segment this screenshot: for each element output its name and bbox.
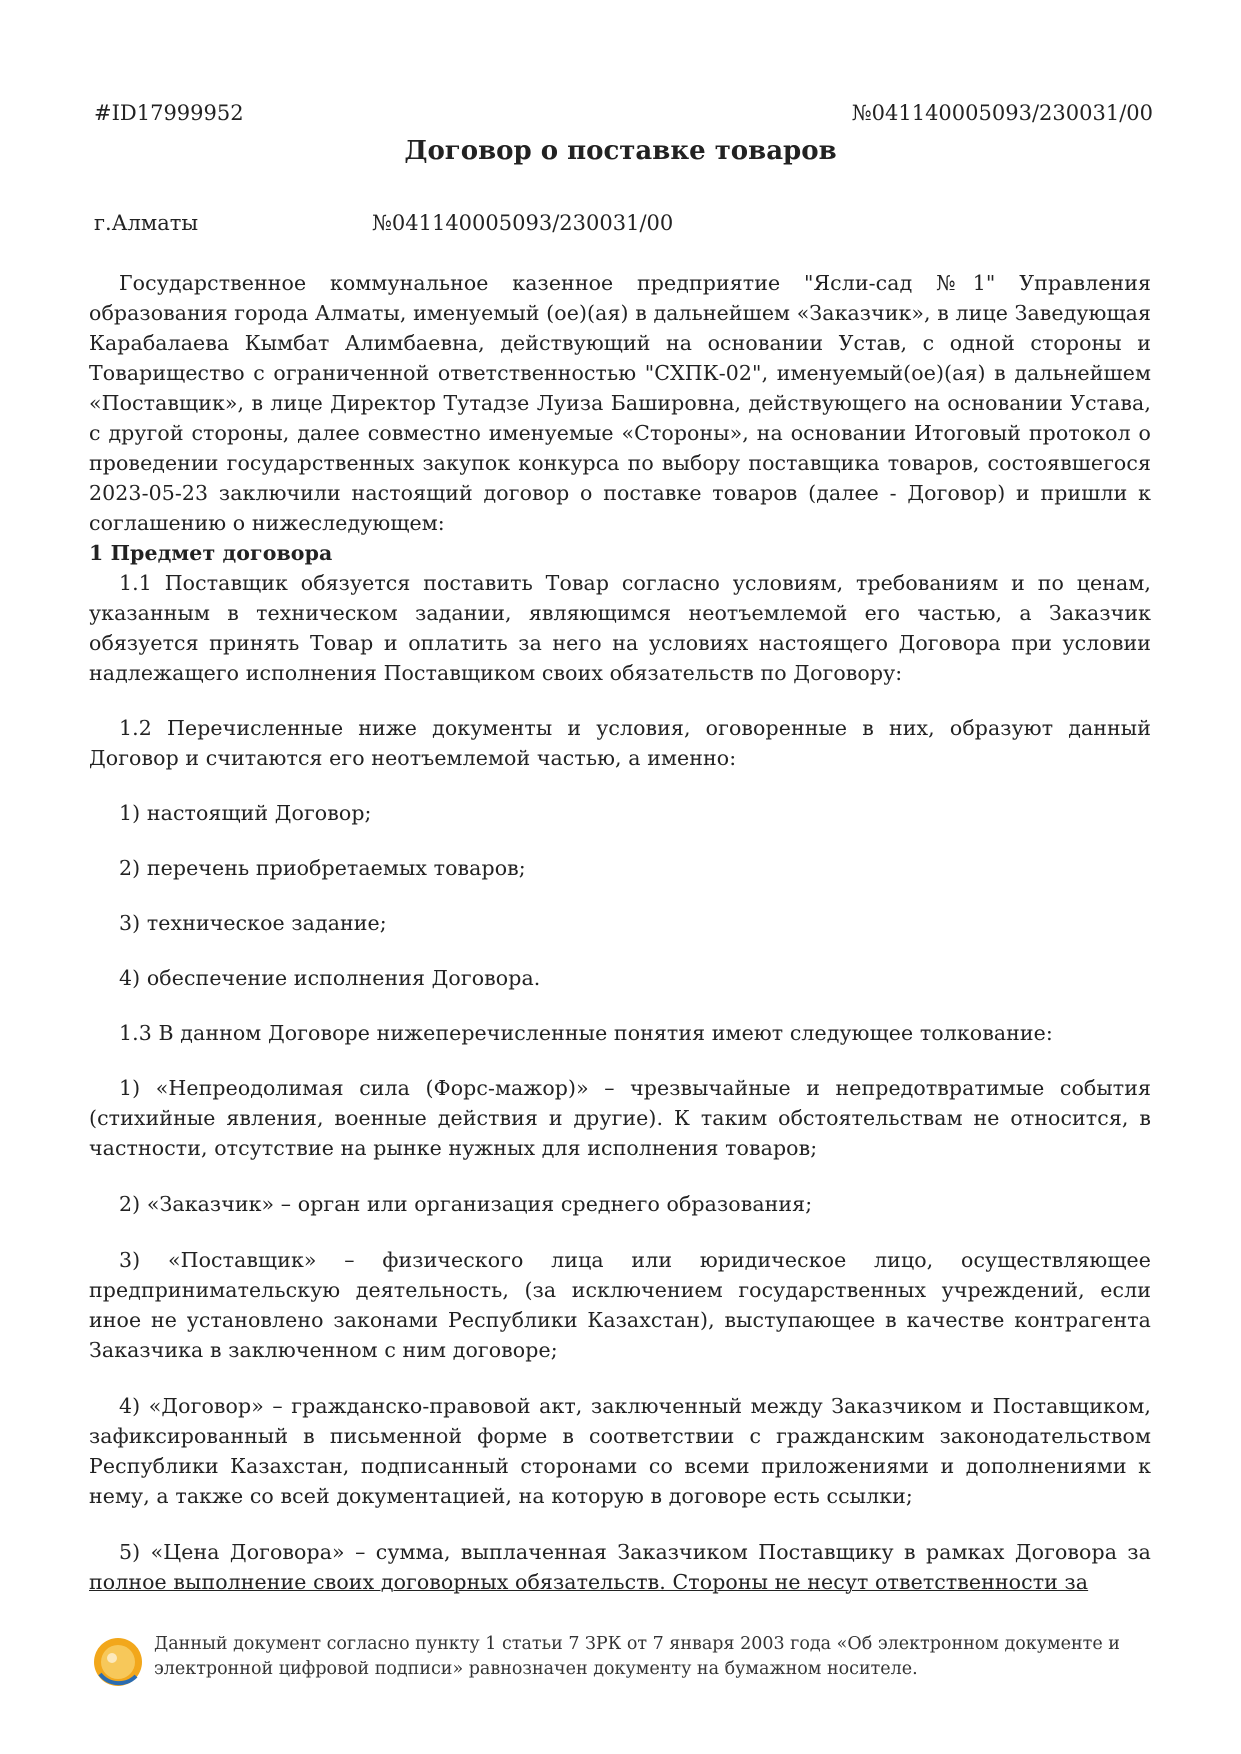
contract-number-header: №041140005093/230031/00 — [851, 101, 1153, 125]
list-item: 2) перечень приобретаемых товаров; — [119, 856, 526, 880]
contract-city: г.Алматы — [94, 211, 199, 235]
definition-5-underlined: полное выполнение своих договорных обязательств. Стороны не несут ответственности за — [89, 1570, 1089, 1594]
clause-1-1: 1.1 Поставщик обязуется поставить Товар согласно условиям, требованиям и по ценам, указанным в техническом задании, являющимся неотъемлемой его частью, а Заказчик обязуется принять Товар и оплатить за него на условиях настоящего Договора при условии надлежащего исполнения Поставщиком своих обязательств по Договору: — [89, 571, 1151, 685]
section-heading: 1 Предмет договора — [89, 541, 333, 565]
list-item: 4) обеспечение исполнения Договора. — [119, 966, 541, 990]
clause-1-2: 1.2 Перечисленные ниже документы и условия, оговоренные в них, образуют данный Договор и считаются его неотъемлемой частью, а именно: — [89, 716, 1151, 770]
list-item: 1) настоящий Договор; — [119, 801, 372, 825]
footer-disclaimer — [92, 1632, 1152, 1692]
definition-5-text: 5) «Цена Договора» – сумма, выплаченная Заказчиком Поставщику в рамках Договора за — [119, 1540, 1151, 1564]
clause-1-3: 1.3 В данном Договоре нижеперечисленные понятия имеют следующее толкование: — [119, 1021, 1053, 1045]
list-item: 3) техническое задание; — [119, 911, 387, 935]
preamble-paragraph: Государственное коммунальное казенное предприятие "Ясли-сад №1" Управления образования города Алматы, именуемый (ое)(ая) в дальнейшем «Заказчик», в лице Заведующая Карабалаева Кымбат Алимбаевна, действующий на основании Устав, с одной стороны и Товарищество с ограниченной ответственностью "СХПК-02", именуемый(ое)(ая) в дальнейшем «Поставщик», в лице Директор Тутадзе Луиза Башировна, действующего на основании Устава, с другой стороны, далее совместно именуемые «Стороны», на основании Итоговый протокол о проведении государственных закупок конкурса по выбору поставщика товаров, состоявшегося 2023-05-23 заключили настоящий договор о поставке товаров (далее - Договор) и пришли к соглашению о нижеследующем: — [89, 271, 1151, 535]
document-body — [89, 268, 1151, 1597]
definition-item: 1) «Непреодолимая сила (Форс-мажор)» – чрезвычайные и непредотвратимые события (стихийные явления, военные действия и другие). К таким обстоятельствам не относится, в частности, отсутствие на рынке нужных для исполнения товаров; — [89, 1076, 1151, 1160]
egov-seal-icon — [92, 1636, 144, 1688]
definition-item-5 — [89, 1537, 1151, 1597]
document-title: Договор о поставке товаров — [404, 136, 837, 166]
footer-text: Данный документ согласно пункту 1 статьи 7 ЗРК от 7 января 2003 года «Об электронном документе и электронной цифровой подписи» равнозначен документу на бумажном носителе. — [154, 1634, 1120, 1679]
definition-item: 4) «Договор» – гражданско-правовой акт, заключенный между Заказчиком и Поставщиком, зафиксированный в письменной форме в соответствии с гражданским законодательством Республики Казахстан, подписанный сторонами со всеми приложениями и дополнениями к нему, а также со всей документацией, на которую в договоре есть ссылки; — [89, 1394, 1151, 1508]
contract-number: №041140005093/230031/00 — [372, 211, 674, 235]
definition-item: 3) «Поставщик» – физического лица или юридическое лицо, осуществляющее предпринимательскую деятельность, (за исключением государственных учреждений, если иное не установлено законами Республики Казахстан), выступающее в качестве контрагента Заказчика в заключенном с ним договоре; — [89, 1248, 1151, 1362]
document-id: #ID17999952 — [94, 101, 244, 125]
definition-item: 2) «Заказчик» – орган или организация среднего образования; — [119, 1192, 813, 1216]
